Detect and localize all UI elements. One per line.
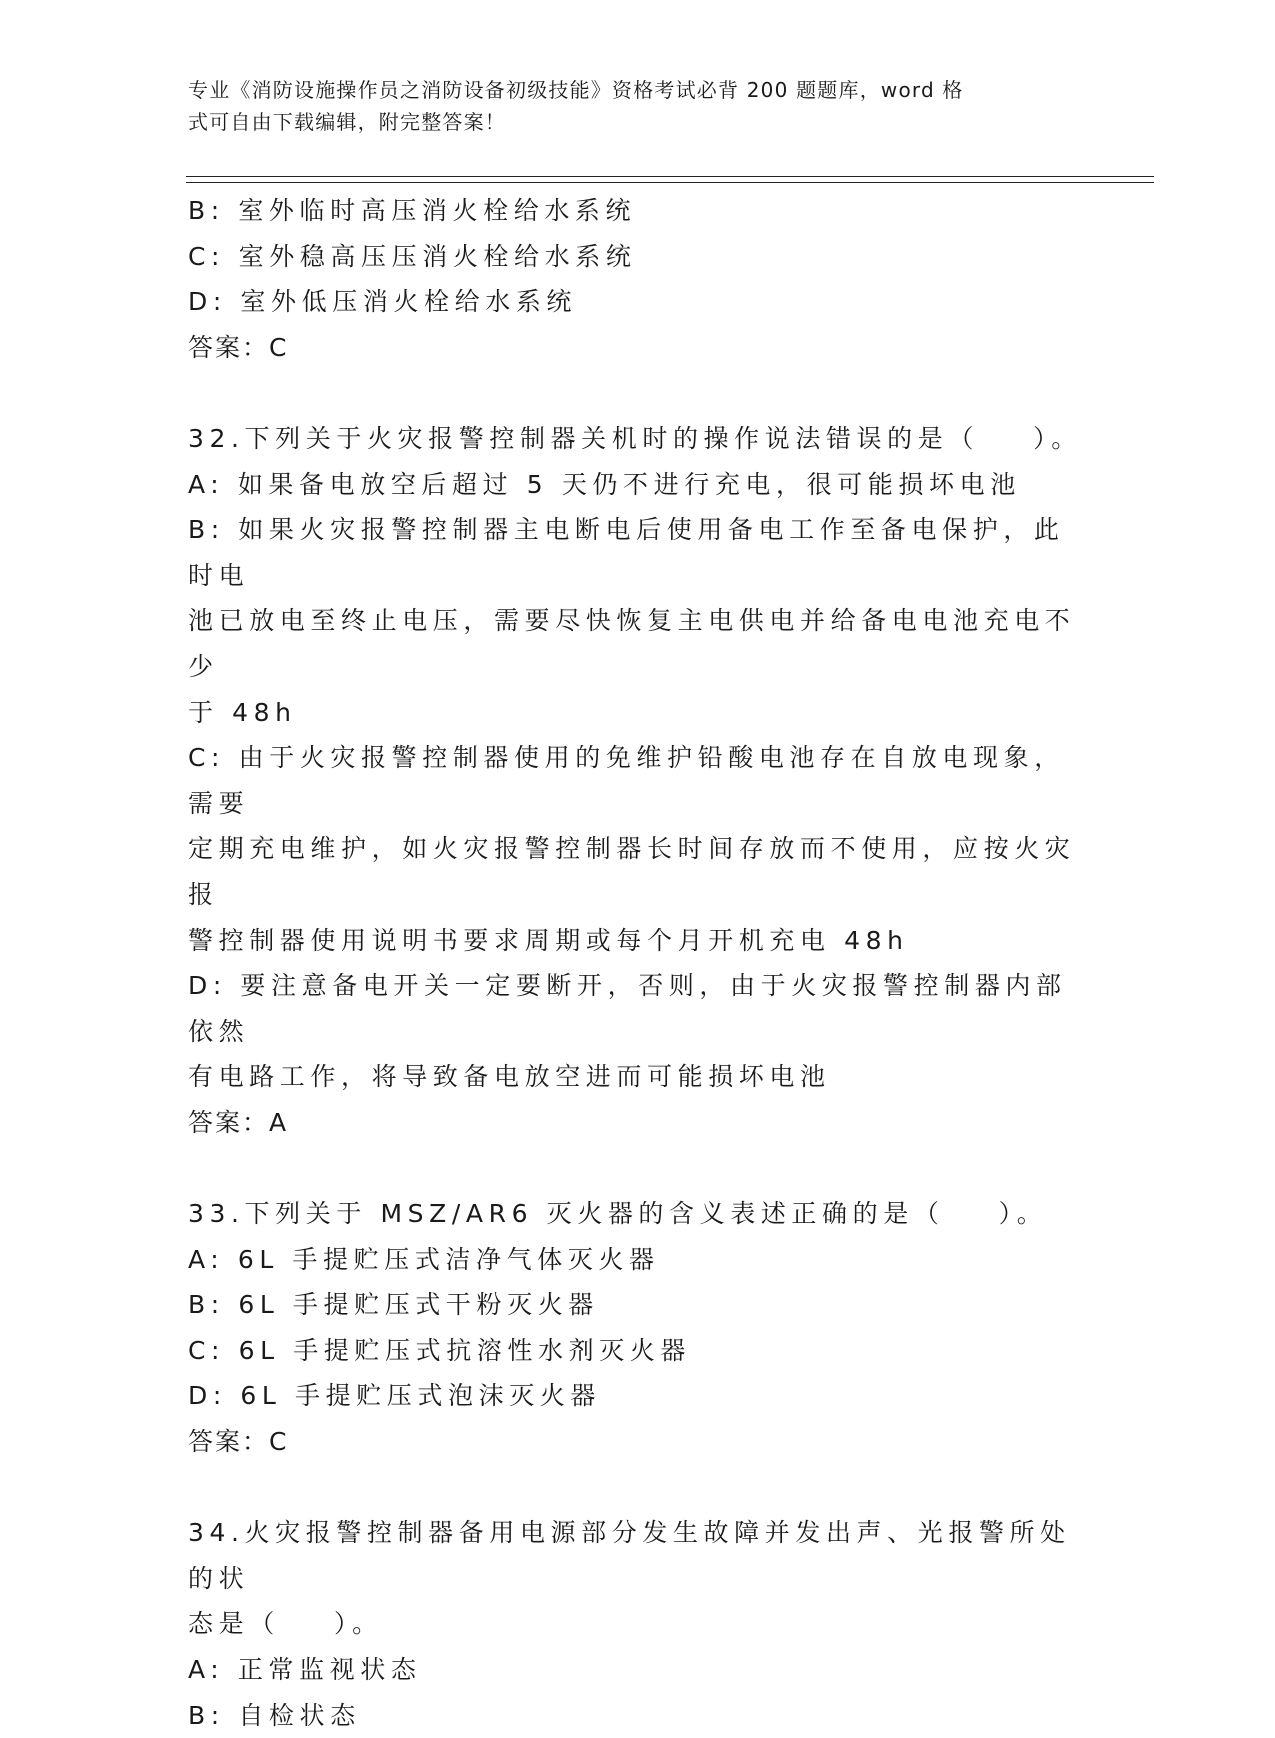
header-divider-top <box>186 176 1154 177</box>
q33-option-a: A: 6L 手提贮压式洁净气体灭火器 <box>188 1244 660 1274</box>
q32-stem: 32.下列关于火灾报警控制器关机时的操作说法错误的是（ ）。 <box>188 423 1082 453</box>
document-header <box>188 74 1068 138</box>
spacer <box>188 1465 1088 1511</box>
q33-answer: 答案：C <box>188 1427 289 1457</box>
q33-option-b: B: 6L 手提贮压式干粉灭火器 <box>188 1290 599 1320</box>
prev-option-c: C: 室外稳高压压消火栓给水系统 <box>188 241 637 271</box>
header-line-1: 专业《消防设施操作员之消防设备初级技能》资格考试必背 200 题题库，word 格 <box>188 78 964 102</box>
header-line-2: 式可自由下载编辑，附完整答案！ <box>188 110 506 134</box>
q33-option-c: C: 6L 手提贮压式抗溶性水剂灭火器 <box>188 1335 692 1365</box>
question-32 <box>188 416 1088 1146</box>
spacer <box>188 370 1088 416</box>
prev-question <box>188 188 1088 370</box>
q32-option-b-line-1: B: 如果火灾报警控制器主电断电后使用备电工作至备电保护，此时电 <box>188 515 1065 590</box>
q32-answer: 答案：A <box>188 1107 289 1137</box>
q34-stem-line-1: 34.火灾报警控制器备用电源部分发生故障并发出声、光报警所处的状 <box>188 1518 1071 1593</box>
header-divider-bottom <box>186 182 1154 183</box>
q32-option-d-line-1: D: 要注意备电开关一定要断开，否则，由于火灾报警控制器内部依然 <box>188 971 1067 1046</box>
q32-option-c-line-3: 警控制器使用说明书要求周期或每个月开机充电 48h <box>188 925 909 955</box>
q33-stem: 33.下列关于 MSZ/AR6 灭火器的含义表述正确的是（ ）。 <box>188 1199 1048 1229</box>
q34-stem-line-2: 态是（ ）。 <box>188 1609 383 1639</box>
q34-option-b: B: 自检状态 <box>188 1700 361 1730</box>
prev-answer: 答案：C <box>188 332 289 362</box>
q32-option-b-line-3: 于 48h <box>188 697 297 727</box>
q32-option-d-line-2: 有电路工作，将导致备电放空进而可能损坏电池 <box>188 1062 831 1092</box>
q32-option-c-line-2: 定期充电维护，如火灾报警控制器长时间存放而不使用，应按火灾报 <box>188 834 1076 909</box>
prev-option-d: D: 室外低压消火栓给水系统 <box>188 287 578 317</box>
q32-option-a: A: 如果备电放空后超过 5 天仍不进行充电，很可能损坏电池 <box>188 469 1021 499</box>
q33-option-d: D: 6L 手提贮压式泡沫灭火器 <box>188 1381 602 1411</box>
q32-option-c-line-1: C: 由于火灾报警控制器使用的免维护铅酸电池存在自放电现象，需要 <box>188 743 1065 818</box>
question-content <box>188 188 1088 1738</box>
q34-option-a: A: 正常监视状态 <box>188 1655 422 1684</box>
spacer <box>188 1145 1088 1191</box>
question-33 <box>188 1191 1088 1465</box>
prev-option-b: B: 室外临时高压消火栓给水系统 <box>188 196 637 225</box>
q32-option-b-line-2: 池已放电至终止电压，需要尽快恢复主电供电并给备电电池充电不少 <box>188 606 1076 681</box>
question-34 <box>188 1510 1088 1738</box>
